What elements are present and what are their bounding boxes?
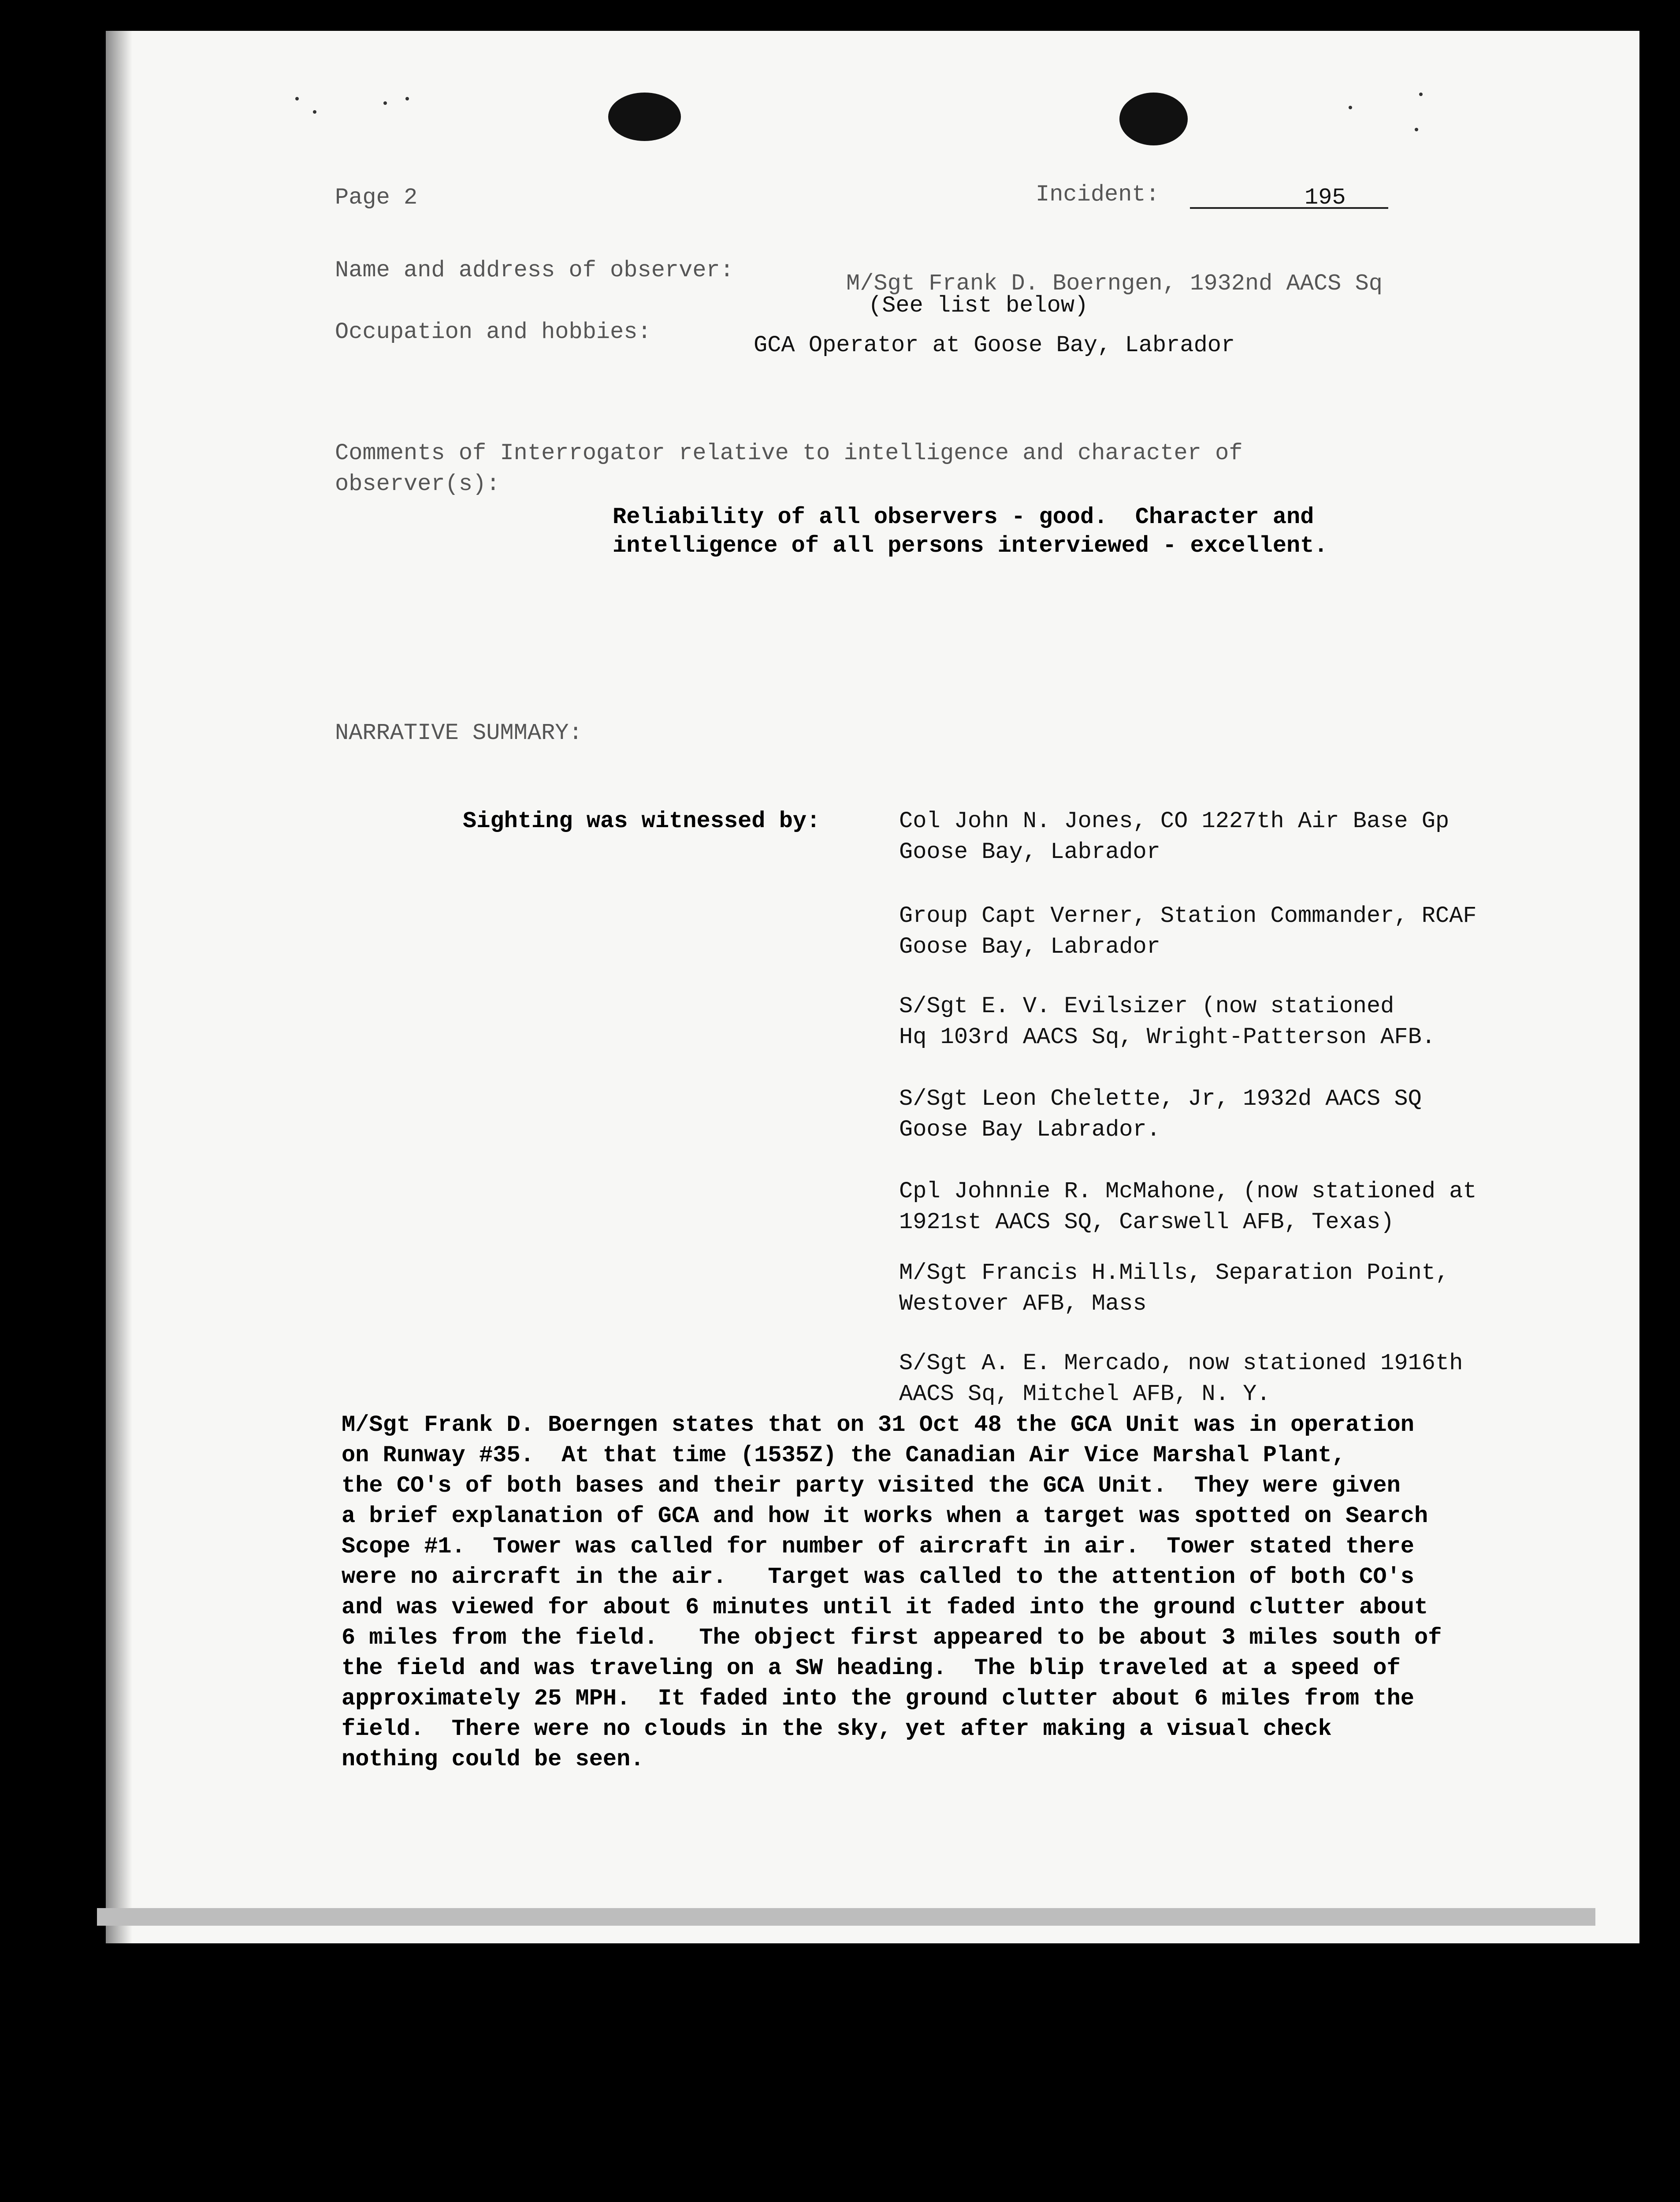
witness-6: M/Sgt Francis H.Mills, Separation Point, xyxy=(899,1260,1450,1286)
punch-hole-left xyxy=(608,93,681,141)
witness-1-location: Goose Bay, Labrador xyxy=(899,839,1160,865)
narrative-heading: NARRATIVE SUMMARY: xyxy=(335,720,583,746)
witness-2-location: Goose Bay, Labrador xyxy=(899,934,1160,960)
witness-6-location: Westover AFB, Mass xyxy=(899,1291,1147,1317)
speck xyxy=(1349,106,1352,109)
witness-7: S/Sgt A. E. Mercado, now stationed 1916th xyxy=(899,1350,1463,1376)
punch-hole-right xyxy=(1119,93,1188,145)
witnessed-by-label: Sighting was witnessed by: xyxy=(463,808,821,834)
narrative-line: M/Sgt Frank D. Boerngen states that on 31 Oct 48 the GCA Unit was in operation xyxy=(342,1412,1414,1438)
page-shadow-bottom xyxy=(97,1908,1595,1926)
occupation-label: Occupation and hobbies: xyxy=(335,319,651,345)
narrative-line: nothing could be seen. xyxy=(342,1746,644,1772)
comments-text-2: intelligence of all persons interviewed - excellent. xyxy=(613,533,1328,559)
narrative-line: on Runway #35. At that time (1535Z) the Canadian Air Vice Marshal Plant, xyxy=(342,1442,1345,1468)
narrative-line: 6 miles from the field. The object first appeared to be about 3 miles south of xyxy=(342,1625,1442,1651)
observer-name-label: Name and address of observer: xyxy=(335,257,734,283)
occupation-value: GCA Operator at Goose Bay, Labrador xyxy=(754,332,1235,358)
narrative-line: approximately 25 MPH. It faded into the ground clutter about 6 miles from the xyxy=(342,1686,1414,1712)
comments-label-2: observer(s): xyxy=(335,471,500,497)
observer-name-value: M/Sgt Frank D. Boerngen, 1932nd AACS Sq xyxy=(846,271,1383,297)
comments-label: Comments of Interrogator relative to intelligence and character of xyxy=(335,440,1243,466)
speck xyxy=(295,97,299,100)
page-number: Page 2 xyxy=(335,185,418,211)
witness-2: Group Capt Verner, Station Commander, RCAF xyxy=(899,903,1477,929)
speck xyxy=(383,101,387,105)
narrative-line: field. There were no clouds in the sky, yet after making a visual check xyxy=(342,1716,1332,1742)
witness-5-location: 1921st AACS SQ, Carswell AFB, Texas) xyxy=(899,1209,1394,1235)
speck xyxy=(1415,128,1418,131)
narrative-line: were no aircraft in the air. Target was called to the attention of both CO's xyxy=(342,1564,1414,1590)
witness-4: S/Sgt Leon Chelette, Jr, 1932d AACS SQ xyxy=(899,1086,1422,1112)
witness-7-location: AACS Sq, Mitchel AFB, N. Y. xyxy=(899,1381,1271,1407)
incident-number: 195 xyxy=(1305,185,1346,211)
speck xyxy=(1419,93,1423,96)
comments-text: Reliability of all observers - good. Character and xyxy=(613,504,1314,530)
narrative-line: and was viewed for about 6 minutes until it faded into the ground clutter about xyxy=(342,1594,1428,1620)
observer-name-note: (See list below) xyxy=(868,293,1089,319)
document-page xyxy=(106,31,1639,1943)
witness-1: Col John N. Jones, CO 1227th Air Base Gp xyxy=(899,808,1450,834)
speck xyxy=(405,97,409,100)
narrative-line: a brief explanation of GCA and how it works when a target was spotted on Search xyxy=(342,1503,1428,1529)
witness-5: Cpl Johnnie R. McMahone, (now stationed at xyxy=(899,1178,1477,1204)
narrative-line: Scope #1. Tower was called for number of aircraft in air. Tower stated there xyxy=(342,1534,1414,1560)
narrative-line: the field and was traveling on a SW heading. The blip traveled at a speed of xyxy=(342,1655,1401,1681)
witness-3-location: Hq 103rd AACS Sq, Wright-Patterson AFB. xyxy=(899,1024,1435,1050)
incident-number-line xyxy=(1190,207,1388,209)
incident-label: Incident: xyxy=(1036,182,1160,208)
narrative-line: the CO's of both bases and their party visited the GCA Unit. They were given xyxy=(342,1473,1401,1499)
witness-4-location: Goose Bay Labrador. xyxy=(899,1117,1160,1143)
witness-3: S/Sgt E. V. Evilsizer (now stationed xyxy=(899,993,1394,1019)
page-shadow-left xyxy=(106,31,132,1943)
speck xyxy=(313,110,316,114)
